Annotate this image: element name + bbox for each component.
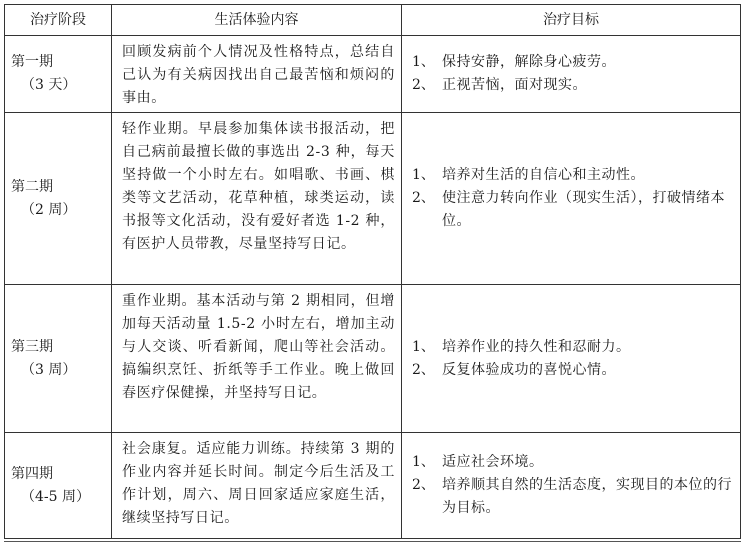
goal-cell	[402, 36, 741, 113]
stage-name: 第一期	[11, 54, 53, 70]
goal-text: 正视苦恼，面对现实。	[442, 77, 587, 93]
goal-number: 2、	[412, 477, 435, 493]
stage-name: 第四期	[11, 465, 53, 482]
goal-cell	[402, 285, 741, 433]
goal-number: 2、	[412, 190, 435, 206]
table-row	[5, 36, 741, 113]
stage-duration: （3 天）	[21, 77, 77, 93]
goal-text: 保持安静，解除身心疲劳。	[442, 54, 616, 70]
table-row	[5, 433, 741, 539]
goal-cell	[402, 113, 741, 285]
table-row	[5, 113, 741, 285]
goal-text: 培养作业的持久性和忍耐力。	[442, 338, 631, 355]
header-content: 生活体验内容	[112, 5, 402, 36]
goal-text: 使注意力转向作业（现实生活），打破情绪本位。	[442, 190, 725, 229]
stage-cell	[5, 113, 112, 285]
content-cell: 轻作业期。早晨参加集体读书报活动，把自己病前最擅长做的事选出 2-3 种，每天坚持做一个小时左右。如唱歌、书画、棋类等文艺活动，花草种植，球类运动，读书报等文化活动，没有爱好者选 1-2 种，有医护人员带教，尽量坚持写日记。	[112, 113, 402, 285]
bottom-rule	[4, 541, 741, 542]
goal-item	[412, 164, 732, 187]
goal-item	[412, 336, 732, 359]
goal-number: 2、	[412, 361, 435, 378]
goal-item	[412, 359, 732, 382]
content-cell: 回顾发病前个人情况及性格特点，总结自己认为有关病因找出自己最苦恼和烦闷的事由。	[112, 36, 402, 113]
goal-item	[412, 74, 732, 97]
goal-text: 培养顺其自然的生活态度，实现目的本位的行为目标。	[442, 477, 732, 516]
treatment-table	[4, 4, 741, 539]
stage-duration: （2 周）	[21, 201, 77, 218]
goal-text: 反复体验成功的喜悦心情。	[442, 361, 616, 378]
header-stage: 治疗阶段	[5, 5, 112, 36]
goal-number: 1、	[412, 54, 435, 70]
goal-item	[412, 474, 732, 520]
goal-number: 1、	[412, 454, 435, 470]
stage-duration: （3 周）	[21, 361, 77, 378]
content-cell: 重作业期。基本活动与第 2 期相同，但增加每天活动量 1.5-2 小时左右，增加主动与人交谈、听看新闻，爬山等社会活动。搞编织烹饪、折纸等手工作业。晚上做回春医疗保健操，并坚持写日记。	[112, 285, 402, 433]
stage-cell	[5, 433, 112, 539]
goal-cell	[402, 433, 741, 539]
goal-item	[412, 187, 732, 233]
goal-text: 适应社会环境。	[442, 454, 544, 470]
content-cell: 社会康复。适应能力训练。持续第 3 期的作业内容并延长时间。制定今后生活及工作计划，周六、周日回家适应家庭生活，继续坚持写日记。	[112, 433, 402, 539]
stage-cell	[5, 285, 112, 433]
stage-cell	[5, 36, 112, 113]
stage-name: 第三期	[11, 338, 53, 355]
table-header-row	[5, 5, 741, 36]
stage-duration: （4-5 周）	[21, 488, 90, 505]
goal-item	[412, 51, 732, 74]
goal-item	[412, 451, 732, 474]
header-goal: 治疗目标	[402, 5, 741, 36]
goal-number: 1、	[412, 167, 435, 183]
goal-text: 培养对生活的自信心和主动性。	[442, 167, 645, 183]
stage-name: 第二期	[11, 178, 53, 195]
goal-number: 1、	[412, 338, 435, 355]
table-row	[5, 285, 741, 433]
goal-number: 2、	[412, 77, 435, 93]
